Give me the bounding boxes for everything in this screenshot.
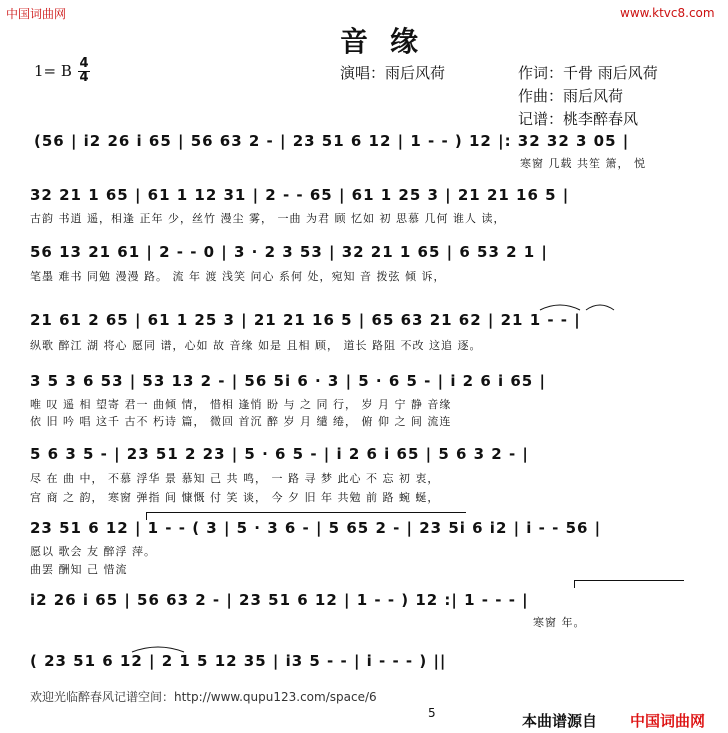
score-line-8: i2 26 i 65 | 56 63 2 - | 23 51 6 12 | 1 - - ) 12 :| 1 - - - |	[30, 591, 529, 609]
transcriber: 记谱：桃李醉春风	[518, 110, 639, 128]
time-top: 4	[79, 56, 89, 71]
score-line-2: 32 21 1 65 | 61 1 12 31 | 2 - - 65 | 61 1 25 3 | 21 21 16 5 |	[30, 186, 570, 204]
footer-note: 欢迎光临醉春风记谱空间：http://www.qupu123.com/space/6	[30, 690, 377, 704]
lyric-line-2: 古韵 书逍 遥，相逢 正年 少，丝竹 漫尘 雾， 一曲 为君 顾 忆如 初 思慕 几何 谁人 读，	[30, 212, 506, 225]
key-signature: 1= B	[34, 62, 72, 80]
lyric-line-5b: 依 旧 吟 唱 这千 古不 朽诗 篇， 微回 首沉 醉 岁 月 缱 绻， 俯 仰 之 间 流连	[30, 415, 452, 428]
lyric-line-7b: 曲罢 酬知 己 惜流	[30, 563, 128, 576]
watermark-right: www.ktvc8.com	[620, 6, 715, 20]
lyric-line-8: 寒窗 年。	[533, 616, 586, 629]
lyric-line-4: 纵歌 醉江 湖 将心 愿同 谱，心如 故 音缘 如是 且相 顾， 道长 路阻 不改 这追 逐。	[30, 339, 482, 352]
lyric-line-6b: 宫 商 之 韵， 寒窗 弹指 间 慷慨 付 笑 谈， 今 夕 旧 年 共勉 前 路 蜿 蜒，	[30, 491, 440, 504]
score-line-7: 23 51 6 12 | 1 - - ( 3 | 5 · 3 6 - | 5 65 2 - | 23 5i 6 i2 | i - - 56 |	[30, 519, 602, 537]
song-title: 音缘	[340, 25, 441, 58]
volta-bracket-1	[146, 512, 466, 513]
score-line-5: 3 5 3 6 53 | 53 13 2 - | 56 5i 6 · 3 | 5 · 6 5 - | i 2 6 i 65 |	[30, 372, 546, 390]
slur-marks	[538, 300, 628, 312]
score-line-6: 5 6 3 5 - | 23 51 2 23 | 5 · 6 5 - | i 2 6 i 65 | 5 6 3 2 - |	[30, 445, 529, 463]
lyric-line-1: 寒窗 几载 共笙 箫， 悦	[520, 157, 646, 170]
watermark-left: 中国词曲网	[6, 7, 67, 21]
score-line-3: 56 13 21 61 | 2 - - 0 | 3 · 2 3 53 | 32 21 1 65 | 6 53 2 1 |	[30, 243, 548, 261]
source-site: 中国词曲网	[630, 712, 706, 730]
lyric-line-7a: 愿以 歌会 友 醉浮 萍。	[30, 545, 156, 558]
lyric-line-5a: 唯 叹 遥 相 望寄 君一 曲倾 情， 惜相 逢悄 盼 与 之 同 行， 岁 月 宁 静 音缘	[30, 398, 452, 411]
score-line-9: ( 23 51 6 12 | 2 1 5 12 35 | i3 5 - - | i - - - ) ||	[30, 652, 447, 670]
score-line-1: (56 | i2 26 i 65 | 56 63 2 - | 23 51 6 12 | 1 - - ) 12 |: 32 32 3 05 |	[34, 132, 630, 150]
singer: 演唱：雨后风荷	[340, 64, 446, 82]
slur-2	[586, 305, 614, 310]
composer: 作曲：雨后风荷	[518, 87, 624, 105]
source-label: 本曲谱源自	[522, 712, 598, 730]
time-bottom: 4	[79, 70, 89, 85]
volta-bracket-2-edge	[574, 580, 575, 588]
lyric-line-3: 笔墨 难书 同勉 漫漫 路。 流 年 渡 浅笑 问心 系何 处，宛知 音 拨弦 倾 诉，	[30, 270, 446, 283]
page-number: 5	[428, 706, 436, 720]
lyric-line-6a: 尽 在 曲 中， 不慕 浮华 景 慕知 己 共 鸣， 一 路 寻 梦 此心 不 忘 初 衷，	[30, 472, 440, 485]
score-line-4: 21 61 2 65 | 61 1 25 3 | 21 21 16 5 | 65 63 21 62 | 21 1 - - |	[30, 311, 581, 329]
volta-bracket-2	[574, 580, 684, 581]
time-signature	[78, 58, 90, 84]
lyricist: 作词：千骨 雨后风荷	[518, 64, 658, 82]
slur-1	[540, 305, 580, 310]
